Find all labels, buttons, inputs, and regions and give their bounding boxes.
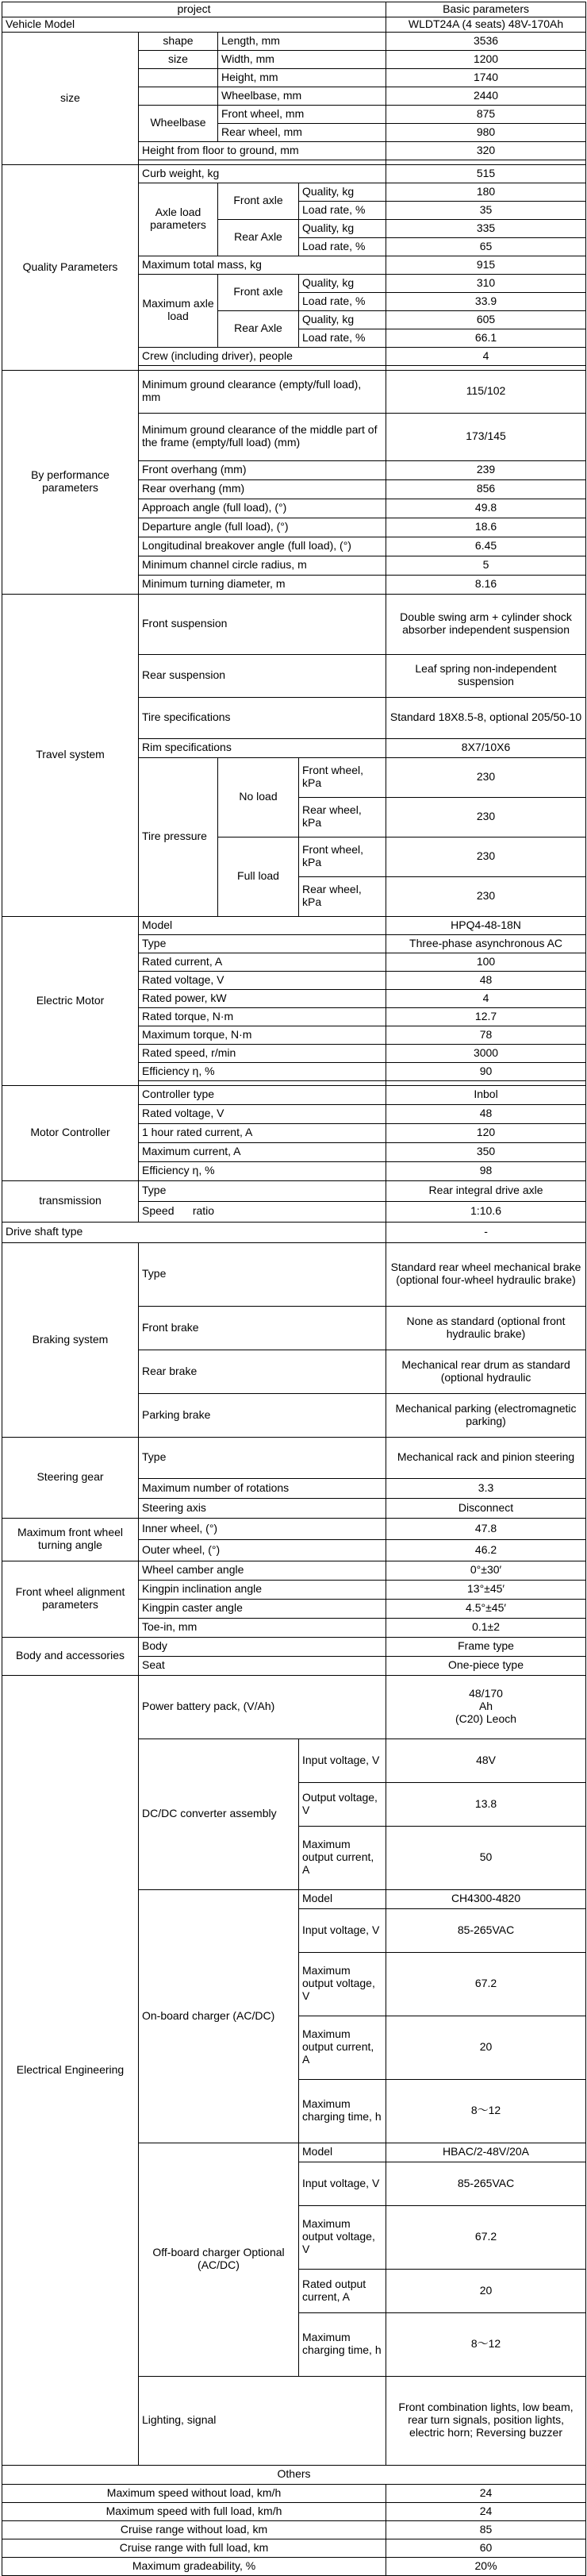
motor-type-value: Three-phase asynchronous AC [386,934,586,953]
offboard-charger-input-value: 85-265VAC [386,2162,586,2205]
gradeability-label: Maximum gradeability, % [2,2557,386,2575]
turning-diameter-value: 8.16 [386,575,586,594]
controller-section-title: Motor Controller [2,1085,139,1180]
channel-radius-label: Minimum channel circle radius, m [139,556,386,575]
controller-hour-current-label: 1 hour rated current, A [139,1123,386,1142]
axle-rear-rate-value: 65 [386,237,586,256]
motor-efficiency-value: 90 [386,1062,586,1080]
rear-suspension-value: Leaf spring non-independent suspension [386,654,586,697]
load-rate-label: Load rate, % [299,237,386,256]
rear-axle-label: Rear Axle [218,310,299,347]
rated-output-current-label: Rated output current, A [299,2269,386,2312]
electrical-section-title: Electrical Engineering [2,1675,139,2465]
rim-spec-value: 8X7/10X6 [386,738,586,757]
front-overhang-label: Front overhang (mm) [139,460,386,479]
spec-row [2,1242,586,1306]
caster-value: 4.5°±45′ [386,1599,586,1618]
axle-front-quality-value: 180 [386,183,586,201]
motor-section-title: Electric Motor [2,916,139,1085]
max-speed-empty-label: Maximum speed without load, km/h [2,2484,386,2502]
motor-torque-label: Rated torque, N·m [139,1007,386,1026]
output-voltage-label: Output voltage, V [299,1782,386,1826]
max-speed-empty-value: 24 [386,2484,586,2502]
rear-axle-label: Rear Axle [218,219,299,256]
dcdc-output-voltage-value: 13.8 [386,1782,586,1826]
length-label: Length, mm [218,32,386,50]
toe-in-value: 0.1±2 [386,1618,586,1637]
spec-row [2,2539,586,2557]
max-rear-rate-value: 66.1 [386,329,586,347]
rear-overhang-value: 856 [386,479,586,499]
spec-row [2,2502,586,2520]
approach-angle-value: 49.8 [386,499,586,518]
motor-max-torque-value: 78 [386,1026,586,1044]
drive-shaft-row [2,1222,586,1242]
kingpin-inclination-value: 13°±45′ [386,1580,586,1599]
charger-model-label: Model [299,2143,386,2162]
outer-wheel-value: 46.2 [386,1539,586,1561]
no-load-label: No load [218,757,299,837]
spec-row [2,1675,586,1739]
max-speed-full-value: 24 [386,2502,586,2520]
outer-wheel-label: Outer wheel, (°) [139,1539,386,1561]
axle-rear-quality-value: 335 [386,219,586,237]
curb-weight-label: Curb weight, kg [139,164,386,183]
controller-max-current-label: Maximum current, A [139,1142,386,1161]
max-front-quality-value: 310 [386,274,586,292]
no-load-front-value: 230 [386,757,586,797]
max-total-mass-value: 915 [386,256,586,274]
steering-axis-label: Steering axis [139,1498,386,1518]
speed-ratio-label: Speed ratio [139,1201,386,1222]
header-row [2,2,586,17]
max-rotations-label: Maximum number of rotations [139,1478,386,1498]
front-overhang-value: 239 [386,460,586,479]
load-rate-label: Load rate, % [299,329,386,347]
rear-brake-value: Mechanical rear drum as standard (optional hydraulic [386,1350,586,1393]
front-brake-label: Front brake [139,1306,386,1350]
crew-label: Crew (including driver), people [139,347,386,365]
rear-kpa-label: Rear wheel, kPa [299,797,386,837]
height-label: Height, mm [218,68,386,87]
inner-wheel-label: Inner wheel, (°) [139,1518,386,1539]
dcdc-output-current-value: 50 [386,1826,586,1889]
battery-pack-value: 48/170 Ah (C20) Leoch [386,1675,586,1739]
departure-angle-label: Departure angle (full load), (°) [139,518,386,537]
breakover-angle-label: Longitudinal breakover angle (full load), (°) [139,537,386,556]
motor-model-label: Model [139,916,386,934]
max-charging-time-label: Maximum charging time, h [299,2312,386,2376]
front-kpa-label: Front wheel, kPa [299,837,386,876]
axle-front-rate-value: 35 [386,201,586,219]
max-axle-load-label: Maximum axle load [139,274,218,347]
max-rotations-value: 3.3 [386,1478,586,1498]
controller-efficiency-value: 98 [386,1161,586,1180]
others-section-title: Others [2,2465,586,2484]
load-rate-label: Load rate, % [299,201,386,219]
quality-kg-label: Quality, kg [299,310,386,329]
body-label: Body [139,1637,386,1656]
seat-label: Seat [139,1656,386,1675]
rear-kpa-label: Rear wheel, kPa [299,876,386,916]
front-suspension-label: Front suspension [139,594,386,654]
spec-row [2,1180,586,1201]
dcdc-converter-label: DC/DC converter assembly [139,1739,299,1889]
spec-row [2,1518,586,1539]
drive-shaft-label: Drive shaft type [2,1222,386,1242]
spec-row [2,916,586,934]
floor-height-label: Height from floor to ground, mm [139,141,386,160]
spec-row [2,1085,586,1104]
transmission-type-value: Rear integral drive axle [386,1180,586,1201]
spec-row [2,1437,586,1478]
steering-axis-value: Disconnect [386,1498,586,1518]
motor-voltage-label: Rated voltage, V [139,971,386,989]
output-current-label: Maximum output current, A [299,2016,386,2079]
height-value: 1740 [386,68,586,87]
lighting-label: Lighting, signal [139,2376,386,2465]
departure-angle-value: 18.6 [386,518,586,537]
front-track-label: Front wheel, mm [218,105,386,123]
vehicle-model-value: WLDT24A (4 seats) 48V-170Ah [386,17,586,32]
breakover-angle-value: 6.45 [386,537,586,556]
motor-torque-value: 12.7 [386,1007,586,1026]
battery-pack-label: Power battery pack, (V/Ah) [139,1675,386,1739]
max-charging-time-label: Maximum charging time, h [299,2079,386,2143]
spec-row [2,594,586,654]
motor-speed-value: 3000 [386,1044,586,1062]
lighting-value: Front combination lights, low beam, rear turn signals, position lights, electric horn; Reversing buzzer [386,2376,586,2465]
load-rate-label: Load rate, % [299,292,386,310]
offboard-charger-current-value: 20 [386,2269,586,2312]
range-empty-value: 85 [386,2520,586,2539]
blank-cell [139,68,218,87]
others-header-row [2,2465,586,2484]
parking-brake-value: Mechanical parking (electromagnetic parking) [386,1393,586,1437]
body-value: Frame type [386,1637,586,1656]
controller-voltage-label: Rated voltage, V [139,1104,386,1123]
offboard-charger-output-value: 67.2 [386,2205,586,2269]
range-full-value: 60 [386,2539,586,2557]
controller-type-label: Controller type [139,1085,386,1104]
front-suspension-value: Double swing arm + cylinder shock absorber independent suspension [386,594,586,654]
quality-kg-label: Quality, kg [299,219,386,237]
rim-spec-label: Rim specifications [139,738,386,757]
axle-load-label: Axle load parameters [139,183,218,256]
front-brake-value: None as standard (optional front hydraulic brake) [386,1306,586,1350]
motor-model-value: HPQ4-48-18N [386,916,586,934]
vehicle-model-row [2,17,586,32]
frame-clearance-value: 173/145 [386,413,586,460]
travel-section-title: Travel system [2,594,139,916]
rear-suspension-label: Rear suspension [139,654,386,697]
motor-current-label: Rated current, A [139,953,386,971]
seat-value: One-piece type [386,1656,586,1675]
rear-track-label: Rear wheel, mm [218,123,386,141]
brake-type-value: Standard rear wheel mechanical brake (optional four-wheel hydraulic brake) [386,1242,586,1306]
onboard-charger-input-value: 85-265VAC [386,1908,586,1952]
tire-pressure-label: Tire pressure [139,757,218,916]
controller-voltage-value: 48 [386,1104,586,1123]
brake-type-label: Type [139,1242,386,1306]
onboard-charger-model-value: CH4300-4820 [386,1889,586,1908]
width-label: Width, mm [218,50,386,68]
shape-label: shape [139,32,218,50]
motor-efficiency-label: Efficiency η, % [139,1062,386,1080]
curb-weight-value: 515 [386,164,586,183]
spec-row [2,2484,586,2502]
steering-type-label: Type [139,1437,386,1478]
size-label: size [139,50,218,68]
project-header: project [2,2,386,17]
gradeability-value: 20% [386,2557,586,2575]
onboard-charger-time-value: 8～12 [386,2079,586,2143]
spec-row [2,164,586,183]
max-output-voltage-label: Maximum output voltage, V [299,1952,386,2016]
transmission-type-label: Type [139,1180,386,1201]
spec-row [2,1561,586,1580]
full-load-label: Full load [218,837,299,916]
quality-kg-label: Quality, kg [299,183,386,201]
input-voltage-label: Input voltage, V [299,2162,386,2205]
alignment-section-title: Front wheel alignment parameters [2,1561,139,1637]
blank-cell [139,87,218,105]
length-value: 3536 [386,32,586,50]
crew-value: 4 [386,347,586,365]
camber-value: 0°±30′ [386,1561,586,1580]
channel-radius-value: 5 [386,556,586,575]
rear-overhang-label: Rear overhang (mm) [139,479,386,499]
motor-power-value: 4 [386,989,586,1007]
front-kpa-label: Front wheel, kPa [299,757,386,797]
parking-brake-label: Parking brake [139,1393,386,1437]
braking-section-title: Braking system [2,1242,139,1437]
motor-speed-label: Rated speed, r/min [139,1044,386,1062]
max-front-rate-value: 33.9 [386,292,586,310]
vehicle-spec-table [2,2,586,2576]
onboard-charger-current-value: 20 [386,2016,586,2079]
onboard-charger-output-value: 67.2 [386,1952,586,2016]
charger-model-label: Model [299,1889,386,1908]
full-load-rear-value: 230 [386,876,586,916]
min-clearance-label: Minimum ground clearance (empty/full load), mm [139,370,386,413]
max-output-voltage-label: Maximum output voltage, V [299,2205,386,2269]
inner-wheel-value: 47.8 [386,1518,586,1539]
caster-label: Kingpin caster angle [139,1599,386,1618]
camber-label: Wheel camber angle [139,1561,386,1580]
performance-section-title: By performance parameters [2,370,139,594]
output-current-label: Maximum output current, A [299,1826,386,1889]
transmission-section-title: transmission [2,1180,139,1222]
spec-row [2,2557,586,2575]
max-rear-quality-value: 605 [386,310,586,329]
basic-parameters-header: Basic parameters [386,2,586,17]
rear-track-value: 980 [386,123,586,141]
steering-section-title: Steering gear [2,1437,139,1518]
controller-max-current-value: 350 [386,1142,586,1161]
max-total-mass-label: Maximum total mass, kg [139,256,386,274]
width-value: 1200 [386,50,586,68]
wheelbase-value: 2440 [386,87,586,105]
motor-type-label: Type [139,934,386,953]
tire-spec-label: Tire specifications [139,697,386,738]
floor-height-value: 320 [386,141,586,160]
spec-row [2,1637,586,1656]
quality-section-title: Quality Parameters [2,164,139,370]
kingpin-inclination-label: Kingpin inclination angle [139,1580,386,1599]
turning-angle-section-title: Maximum front wheel turning angle [2,1518,139,1561]
range-empty-label: Cruise range without load, km [2,2520,386,2539]
offboard-charger-model-value: HBAC/2-48V/20A [386,2143,586,2162]
wheelbase-group-label: Wheelbase [139,105,218,141]
offboard-charger-time-value: 8～12 [386,2312,586,2376]
front-track-value: 875 [386,105,586,123]
front-axle-label: Front axle [218,183,299,219]
range-full-label: Cruise range with full load, km [2,2539,386,2557]
size-section-title: size [2,32,139,164]
vehicle-model-label: Vehicle Model [2,17,386,32]
quality-kg-label: Quality, kg [299,274,386,292]
spec-row [2,32,586,50]
rear-brake-label: Rear brake [139,1350,386,1393]
controller-efficiency-label: Efficiency η, % [139,1161,386,1180]
motor-power-label: Rated power, kW [139,989,386,1007]
body-section-title: Body and accessories [2,1637,139,1675]
motor-voltage-value: 48 [386,971,586,989]
controller-type-value: Inbol [386,1085,586,1104]
front-axle-label: Front axle [218,274,299,310]
full-load-front-value: 230 [386,837,586,876]
frame-clearance-label: Minimum ground clearance of the middle part of the frame (empty/full load) (mm) [139,413,386,460]
min-clearance-value: 115/102 [386,370,586,413]
controller-hour-current-value: 120 [386,1123,586,1142]
speed-ratio-value: 1:10.6 [386,1201,586,1222]
dcdc-input-voltage-value: 48V [386,1739,586,1782]
input-voltage-label: Input voltage, V [299,1908,386,1952]
spec-row [2,2520,586,2539]
onboard-charger-label: On-board charger (AC/DC) [139,1889,299,2143]
motor-current-value: 100 [386,953,586,971]
wheelbase-label: Wheelbase, mm [218,87,386,105]
motor-max-torque-label: Maximum torque, N·m [139,1026,386,1044]
tire-spec-value: Standard 18X8.5-8, optional 205/50-10 [386,697,586,738]
steering-type-value: Mechanical rack and pinion steering [386,1437,586,1478]
turning-diameter-label: Minimum turning diameter, m [139,575,386,594]
toe-in-label: Toe-in, mm [139,1618,386,1637]
max-speed-full-label: Maximum speed with full load, km/h [2,2502,386,2520]
approach-angle-label: Approach angle (full load), (°) [139,499,386,518]
offboard-charger-label: Off-board charger Optional (AC/DC) [139,2143,299,2376]
spec-row [2,370,586,413]
no-load-rear-value: 230 [386,797,586,837]
drive-shaft-value: - [386,1222,586,1242]
input-voltage-label: Input voltage, V [299,1739,386,1782]
